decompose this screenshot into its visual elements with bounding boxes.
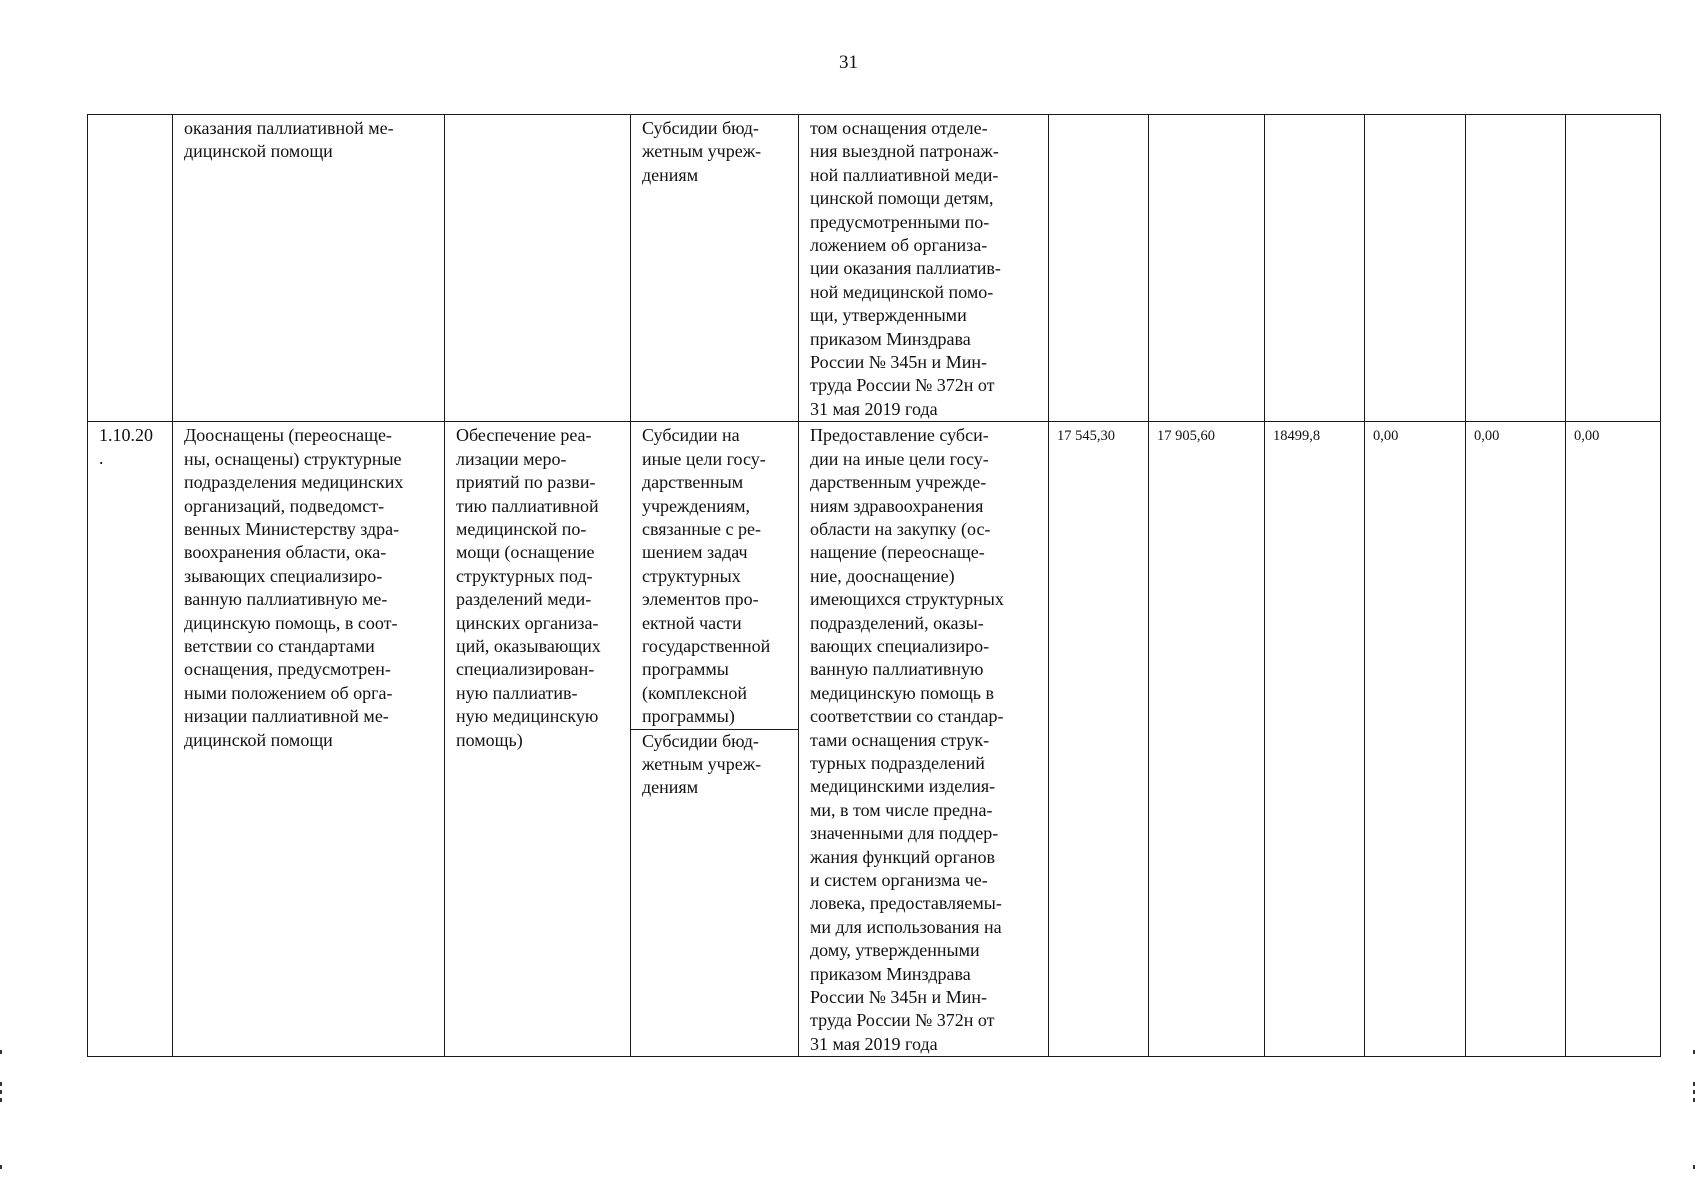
text-line: структурных под- (456, 565, 593, 586)
cell-value (1265, 115, 1365, 422)
text-line: труда России № 372н от (810, 1010, 995, 1031)
funding-source-project-part (631, 424, 798, 729)
text-line: соответствии со стандар- (810, 706, 1004, 727)
cell-event (445, 422, 631, 1057)
program-measures-table (87, 114, 1661, 1057)
text-line: ций, оказывающих (456, 635, 601, 656)
text-line: дениям (642, 164, 699, 185)
text-line: ной медицинской помо- (810, 281, 994, 302)
text-line: структурных (642, 565, 741, 586)
text-line: элементов про- (642, 589, 759, 610)
text-line: Субсидии на (642, 425, 740, 446)
text-line: цинских организа- (456, 612, 599, 633)
text-line: дии на иные цели госу- (810, 448, 989, 469)
cell-description (799, 422, 1049, 1057)
text-line: дарственным учрежде- (810, 472, 987, 493)
text-line: Обеспечение реа- (456, 425, 592, 446)
text-line: тами оснащения струк- (810, 729, 990, 750)
text-line: ложением об организа- (810, 235, 988, 256)
text-line: России № 345н и Мин- (810, 352, 987, 373)
cell-value-year-2: 17 905,60 (1149, 422, 1265, 1057)
text-line: Субсидии бюд- (642, 730, 759, 751)
text-line: ную паллиатив- (456, 682, 578, 703)
cell-value (1149, 115, 1265, 422)
text-line: зывающих специализиро- (184, 565, 383, 586)
row-number-suffix: . (99, 448, 104, 469)
text-line: вающих специализиро- (810, 635, 990, 656)
text-line: разделений меди- (456, 589, 592, 610)
text-line: подразделений, оказы- (810, 612, 984, 633)
row-number: 1.10.20 (99, 425, 153, 446)
text-line: ловека, предоставляемы- (810, 893, 1002, 914)
cell-result (173, 115, 445, 422)
table-row-1-10-20 (88, 422, 1661, 1057)
scan-edge-marks-right (1693, 1050, 1697, 1170)
text-line: медицинскую помощь в (810, 682, 995, 703)
cell-result (173, 422, 445, 1057)
text-line: нащение (переоснаще- (810, 542, 985, 563)
text-line: щи, утвержденными (810, 305, 967, 326)
text-line: дицинской помощи (184, 141, 333, 162)
text-line: значенными для поддер- (810, 823, 999, 844)
text-line: труда России № 372н от (810, 375, 995, 396)
text-line: учреждениям, (642, 495, 751, 516)
text-line: оказания паллиативной ме- (184, 118, 394, 138)
text-line: области на закупку (ос- (810, 518, 991, 539)
text-line: ниям здравоохранения (810, 495, 984, 516)
scan-edge-marks-left (0, 1050, 4, 1170)
cell-number (88, 422, 173, 1057)
text-line: медицинскими изделия- (810, 776, 996, 797)
text-line: государственной (642, 635, 771, 656)
cell-funding-source (631, 422, 799, 1057)
text-line: лизации меро- (456, 448, 567, 469)
cell-value-year-5: 0,00 (1466, 422, 1566, 1057)
text-line: Предоставление субси- (810, 425, 989, 446)
text-line: (комплексной (642, 682, 748, 703)
table-row-continued (88, 115, 1661, 422)
text-line: подразделения медицинских (184, 472, 404, 493)
text-line: ния выездной патронаж- (810, 141, 999, 162)
text-line: дицинской помощи (184, 729, 333, 750)
text-line: том оснащения отделе- (810, 118, 988, 138)
text-line: оснащения, предусмотрен- (184, 659, 391, 680)
cell-description (799, 115, 1049, 422)
text-line: ектной части (642, 612, 742, 633)
text-line: имеющихся структурных (810, 589, 1004, 610)
text-line: дому, утвержденными (810, 940, 980, 961)
text-line: и систем организма че- (810, 870, 988, 890)
text-line: воохранения области, ока- (184, 542, 387, 563)
text-line: Дооснащены (переоснаще- (184, 425, 392, 446)
text-line: организаций, подведомст- (184, 495, 385, 516)
text-line: дарственным (642, 472, 744, 493)
text-line: медицинской по- (456, 518, 587, 539)
text-line: ванную паллиативную (810, 659, 984, 680)
text-line: программы) (642, 706, 735, 727)
text-line: ции оказания паллиатив- (810, 258, 1001, 279)
text-line: связанные с ре- (642, 518, 761, 539)
text-line: шением задач (642, 542, 748, 563)
cell-value-year-4: 0,00 (1365, 422, 1466, 1057)
text-line: тию паллиативной (456, 495, 599, 516)
cell-value-year-6: 0,00 (1566, 422, 1661, 1057)
cell-value-year-3: 18499,8 (1265, 422, 1365, 1057)
text-line: жетным учреж- (642, 753, 762, 774)
text-line: ными положением об орга- (184, 682, 393, 703)
text-line: жания функций органов (810, 846, 995, 867)
cell-value (1566, 115, 1661, 422)
page-number: 31 (839, 52, 858, 73)
text-line: предусмотренными по- (810, 211, 990, 232)
text-line: жетным учреж- (642, 141, 762, 162)
cell-value (1049, 115, 1149, 422)
text-line: венных Министерству здра- (184, 518, 400, 539)
text-line: программы (642, 659, 729, 680)
text-line: дицинскую помощь, в соот- (184, 612, 398, 633)
text-line: Субсидии бюд- (642, 118, 759, 138)
text-line: цинской помощи детям, (810, 188, 994, 209)
cell-value (1466, 115, 1566, 422)
cell-value-year-1: 17 545,30 (1049, 422, 1149, 1057)
text-line: ны, оснащены) структурные (184, 448, 402, 469)
text-line: 31 мая 2019 года (810, 398, 938, 419)
text-line: иные цели госу- (642, 448, 766, 469)
text-line: ную медицинскую (456, 706, 599, 727)
text-line: ветствии со стандартами (184, 635, 375, 656)
cell-funding-source (631, 115, 799, 422)
text-line: специализирован- (456, 659, 595, 680)
text-line: дениям (642, 777, 699, 798)
text-line: 31 мая 2019 года (810, 1033, 938, 1054)
text-line: низации паллиативной ме- (184, 706, 389, 727)
text-line: ной паллиативной меди- (810, 164, 999, 185)
cell-number (88, 115, 173, 422)
cell-event (445, 115, 631, 422)
text-line: приятий по разви- (456, 472, 596, 493)
cell-value (1365, 115, 1466, 422)
funding-source-budget-institutions (631, 730, 798, 800)
text-line: ние, дооснащение) (810, 565, 955, 586)
text-line: ми, в том числе предна- (810, 799, 993, 820)
text-line: приказом Минздрава (810, 963, 971, 984)
text-line: ми для использования на (810, 916, 1002, 937)
text-line: России № 345н и Мин- (810, 987, 987, 1008)
text-line: турных подразделений (810, 752, 985, 773)
text-line: мощи (оснащение (456, 542, 595, 563)
text-line: ванную паллиативную ме- (184, 589, 388, 610)
text-line: помощь) (456, 729, 523, 750)
text-line: приказом Минздрава (810, 328, 971, 349)
